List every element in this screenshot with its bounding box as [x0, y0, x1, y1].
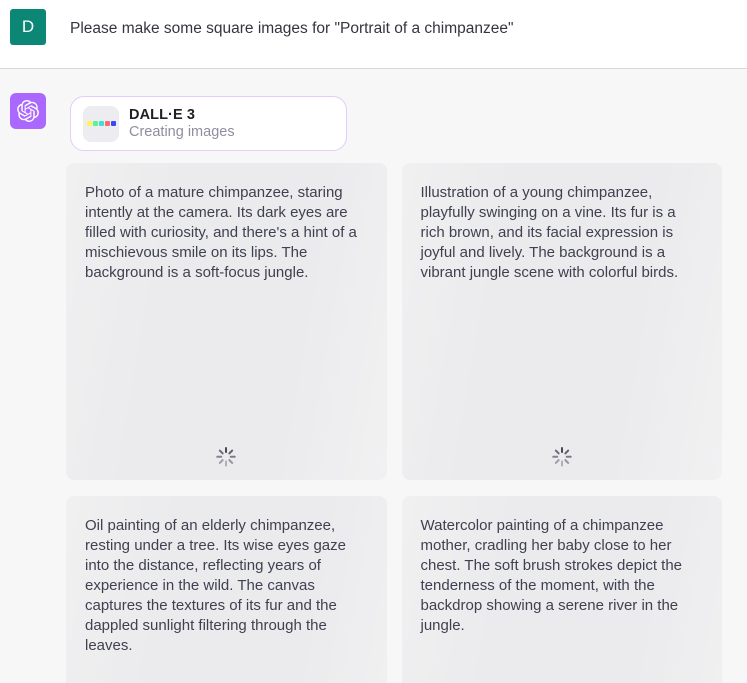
- user-message-text: Please make some square images for "Portrait of a chimpanzee": [70, 20, 514, 37]
- image-placeholder-card: [66, 496, 387, 683]
- user-message-row: [0, 0, 747, 69]
- image-placeholder-card: [402, 163, 723, 480]
- tool-card-title: DALL·E 3: [129, 107, 196, 123]
- loading-spinner-icon: [216, 444, 236, 464]
- image-placeholder-card: [402, 496, 723, 683]
- assistant-avatar: [10, 93, 46, 129]
- dalle-icon: [83, 106, 119, 142]
- image-generation-grid: [66, 163, 722, 683]
- image-prompt-text: Oil painting of an elderly chimpanzee, resting under a tree. Its wise eyes gaze into the distance, reflecting years of experience in the wild. The canvas captures the textures of its fur and the dappled sunlight filtering through the leaves.: [85, 517, 346, 654]
- assistant-message-row: [0, 69, 747, 683]
- dalle-color-swatch: [87, 121, 92, 126]
- image-placeholder-card: [66, 163, 387, 480]
- dalle-color-swatch: [99, 121, 104, 126]
- dalle-tool-card: [70, 96, 347, 151]
- dalle-color-swatch: [93, 121, 98, 126]
- dalle-color-swatch: [111, 121, 116, 126]
- openai-logo-icon: [17, 100, 39, 122]
- image-prompt-text: Watercolor painting of a chimpanzee mother, cradling her baby close to her chest. The soft brush strokes depict the tenderness of the moment, with the backdrop showing a serene river in the jungle.: [420, 517, 683, 634]
- image-prompt-text: Illustration of a young chimpanzee, playfully swinging on a vine. Its fur is a rich brown, and its facial expression is joyful and lively. The background is a vibrant jungle scene with colorful birds.: [420, 184, 679, 281]
- user-avatar-letter: D: [21, 17, 35, 36]
- image-prompt-text: Photo of a mature chimpanzee, staring intently at the camera. Its dark eyes are filled with curiosity, and there's a hint of a mischievous smile on its lips. The background is a soft-focus jungle.: [85, 184, 357, 281]
- dalle-color-swatch: [105, 121, 110, 126]
- loading-spinner-icon: [552, 444, 572, 464]
- tool-card-status: Creating images: [129, 124, 235, 140]
- user-avatar: [10, 9, 46, 45]
